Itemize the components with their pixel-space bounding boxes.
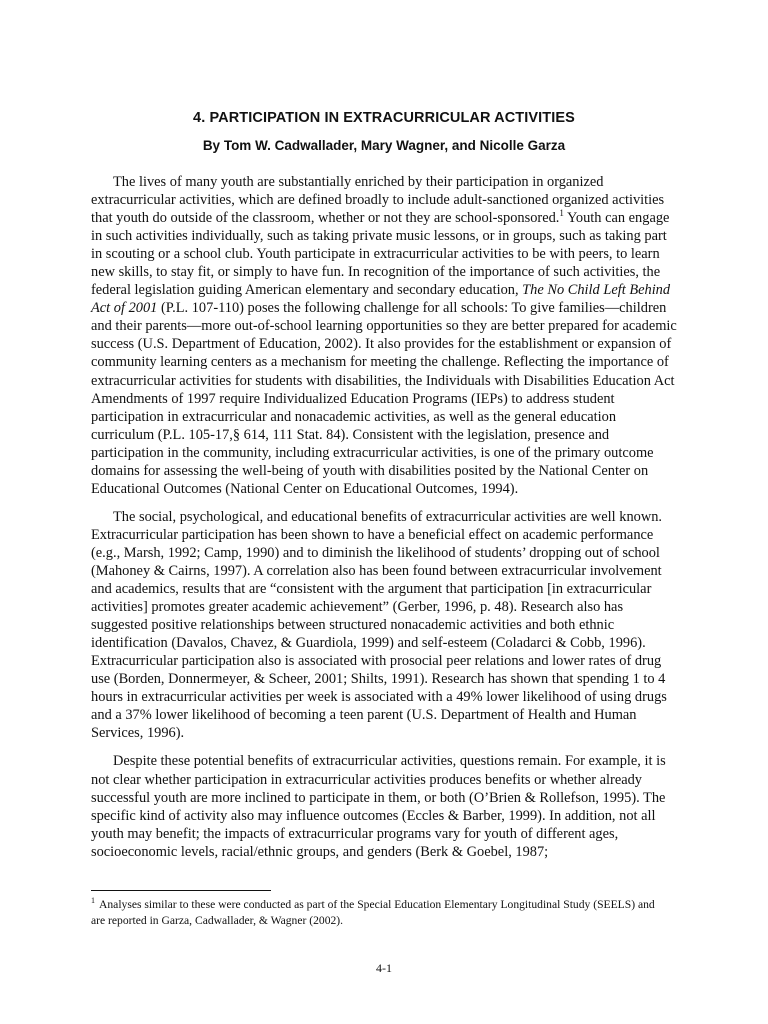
page-title: 4. PARTICIPATION IN EXTRACURRICULAR ACTIVITIES (193, 110, 575, 126)
paragraph-2: The social, psychological, and educational benefits of extracurricular activities are well known. Extracurricular participation has been shown to have a beneficial effect on academic performance (e.g., Marsh, 1992; Camp, 1990) and to diminish the likelihood of students’ dropping out of school (Mahoney & Cairns, 1997). A correlation also has been found between extracurricular involvement and academics, results that are “consistent with the argument that participation [in extracurricular activities] promotes greater academic achievement” (Gerber, 1996, p. 48). Research also has suggested positive relationships between structured nonacademic activities and both ethnic identification (Davalos, Chavez, & Guardiola, 1999) and self-esteem (Coladarci & Cobb, 1996). Extracurricular participation also is associated with prosocial peer relations and lower rates of drug use (Borden, Donnermeyer, & Scheer, 2001; Shilts, 1991). Research has shown that spending 1 to 4 hours in extracurricular activities per week is associated with a 49% lower likelihood of using drugs and a 37% lower likelihood of becoming a teen parent (U.S. Department of Health and Human Services, 1996). (91, 508, 667, 742)
footnote-reference: 1 (559, 208, 564, 219)
footnote-divider (91, 890, 271, 891)
paragraph-1-part-b: Youth can engage in such activities individually, such as taking private music lessons, or in groups, such as taking part in scouting or a school club. Youth participate in extracurricular activities to be with peers, to learn new skills, to stay fit, or simply to have fun. In recognition of the importance of such activities, the federal legislation guiding American elementary and secondary education, (91, 210, 670, 299)
footnote-mark: 1 (91, 896, 95, 906)
paragraph-1-part-c: (P.L. 107-110) poses the following challenge for all schools: To give families—children and their parents—more out-of-school learning opportunities so they are better prepared for academic success (U.S. Department of Education, 2002). It also provides for the establishment or expansion of community learning centers as a mechanism for meeting the challenge. Reflecting the importance of extracurricular activities for students with disabilities, the Individuals with Disabilities Education Act Amendments of 1997 require Individualized Education Programs (IEPs) to address student participation in extracurricular and nonacademic activities, as well as the general education curriculum (P.L. 105-17,§ 614, 111 Stat. 84). Consistent with the legislation, presence and participation in the community, including extracurricular activities, is one of the primary outcome domains for assessing the well-being of youth with disabilities posited by the National Center on Educational Outcomes (National Center on Educational Outcomes, 1994). (91, 300, 677, 497)
footnote (91, 897, 671, 929)
page-number: 4-1 (376, 961, 392, 975)
paragraph-1-part-a: The lives of many youth are substantially enriched by their participation in organized extracurricular activities, which are defined broadly to include adult-sanctioned organized activities that youth do outside of the classroom, whether or not they are school-sponsored. (91, 174, 665, 227)
act-title-italic: The No Child Left Behind Act of 2001 (91, 282, 671, 317)
paragraph-1 (91, 173, 679, 498)
body-text (91, 173, 679, 861)
footnote-text: Analyses similar to these were conducted as part of the Special Education Elementary Longitudinal Study (SEELS) and are reported in Garza, Cadwallader, & Wagner (2002). (91, 898, 655, 927)
paragraph-3: Despite these potential benefits of extracurricular activities, questions remain. For example, it is not clear whether participation in extracurricular activities produces benefits or whether already successful youth are more inclined to participate in them, or both (O’Brien & Rollefson, 1995). The specific kind of activity also may influence outcomes (Eccles & Barber, 1999). In addition, not all youth may benefit; the impacts of extracurricular programs vary for youth of different ages, socioeconomic levels, racial/ethnic groups, and genders (Berk & Goebel, 1987; (91, 753, 666, 860)
author-byline: By Tom W. Cadwallader, Mary Wagner, and Nicolle Garza (202, 138, 566, 153)
